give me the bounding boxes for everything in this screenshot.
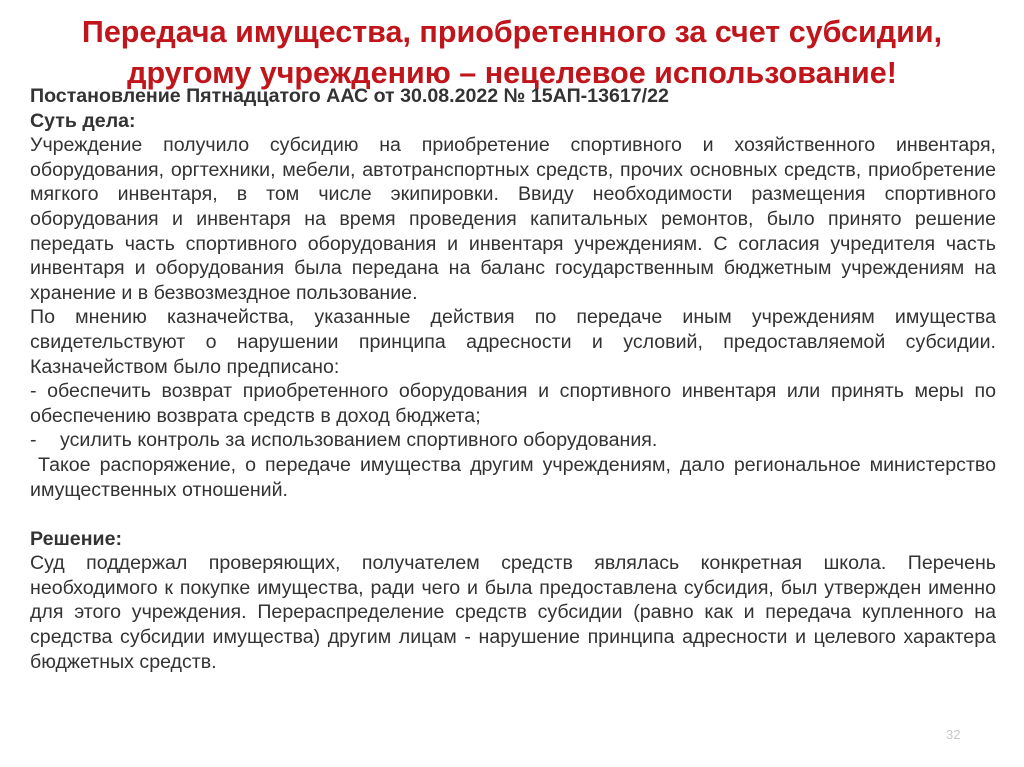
decision-heading: Решение: [30,527,123,550]
order-item-2-text: усилить контроль за использованием спортивного оборудования. [60,429,658,452]
case-heading: Суть дела: [30,109,136,132]
page-number: 32 [946,727,961,742]
order-item-1: - обеспечить возврат приобретенного оборудования и спортивного инвентаря или принять меры по обеспечению возврата средств в доход бюджета; [30,380,996,427]
resolution-reference: Постановление Пятнадцатого ААС от 30.08.2022 № 15АП-13617/22 [30,85,669,107]
order-item-2 [30,428,996,453]
case-paragraph-1: Учреждение получило субсидию на приобретение спортивного и хозяйственного инвентаря, оборудования, оргтехники, мебели, автотранспортных средств, прочих основных средств, приобретение мягкого инвентаря, в том числе экипировки. Ввиду необходимости размещения спортивного оборудования и инвентаря на время проведения капитальных ремонтов, было принято решение передать часть спортивного оборудования и инвентаря учреждениям. С согласия учредителя часть инвентаря и оборудования была передана на баланс государственным бюджетным учреждениям на хранение и в безвозмездное пользование. [30,134,996,304]
order-item-2-dash: - [30,429,37,452]
case-paragraph-2: По мнению казначейства, указанные действия по передаче иным учреждениям имущества свидетельствуют о нарушении принципа адресности и условий, предоставляемой субсидии. Казначейством было предписано: [30,306,996,378]
slide-title: Передача имущества, приобретенного за счет субсидии, другому учреждению – нецелевое использование! [81,15,943,90]
slide-content [30,84,996,674]
spacer [30,502,996,527]
case-paragraph-3: Такое распоряжение, о передаче имущества другим учреждениям, дало региональное министерство имущественных отношений. [30,453,996,501]
decision-paragraph: Суд поддержал проверяющих, получателем средств являлась конкретная школа. Перечень необходимого к покупке имущества, ради чего и была предоставлена субсидия, был утвержден именно для этого учреждения. Перераспределение средств субсидии (равно как и передача купленного на средства субсидии имущества) другим лицам - нарушение принципа адресности и целевого характера бюджетных средств. [30,552,996,673]
